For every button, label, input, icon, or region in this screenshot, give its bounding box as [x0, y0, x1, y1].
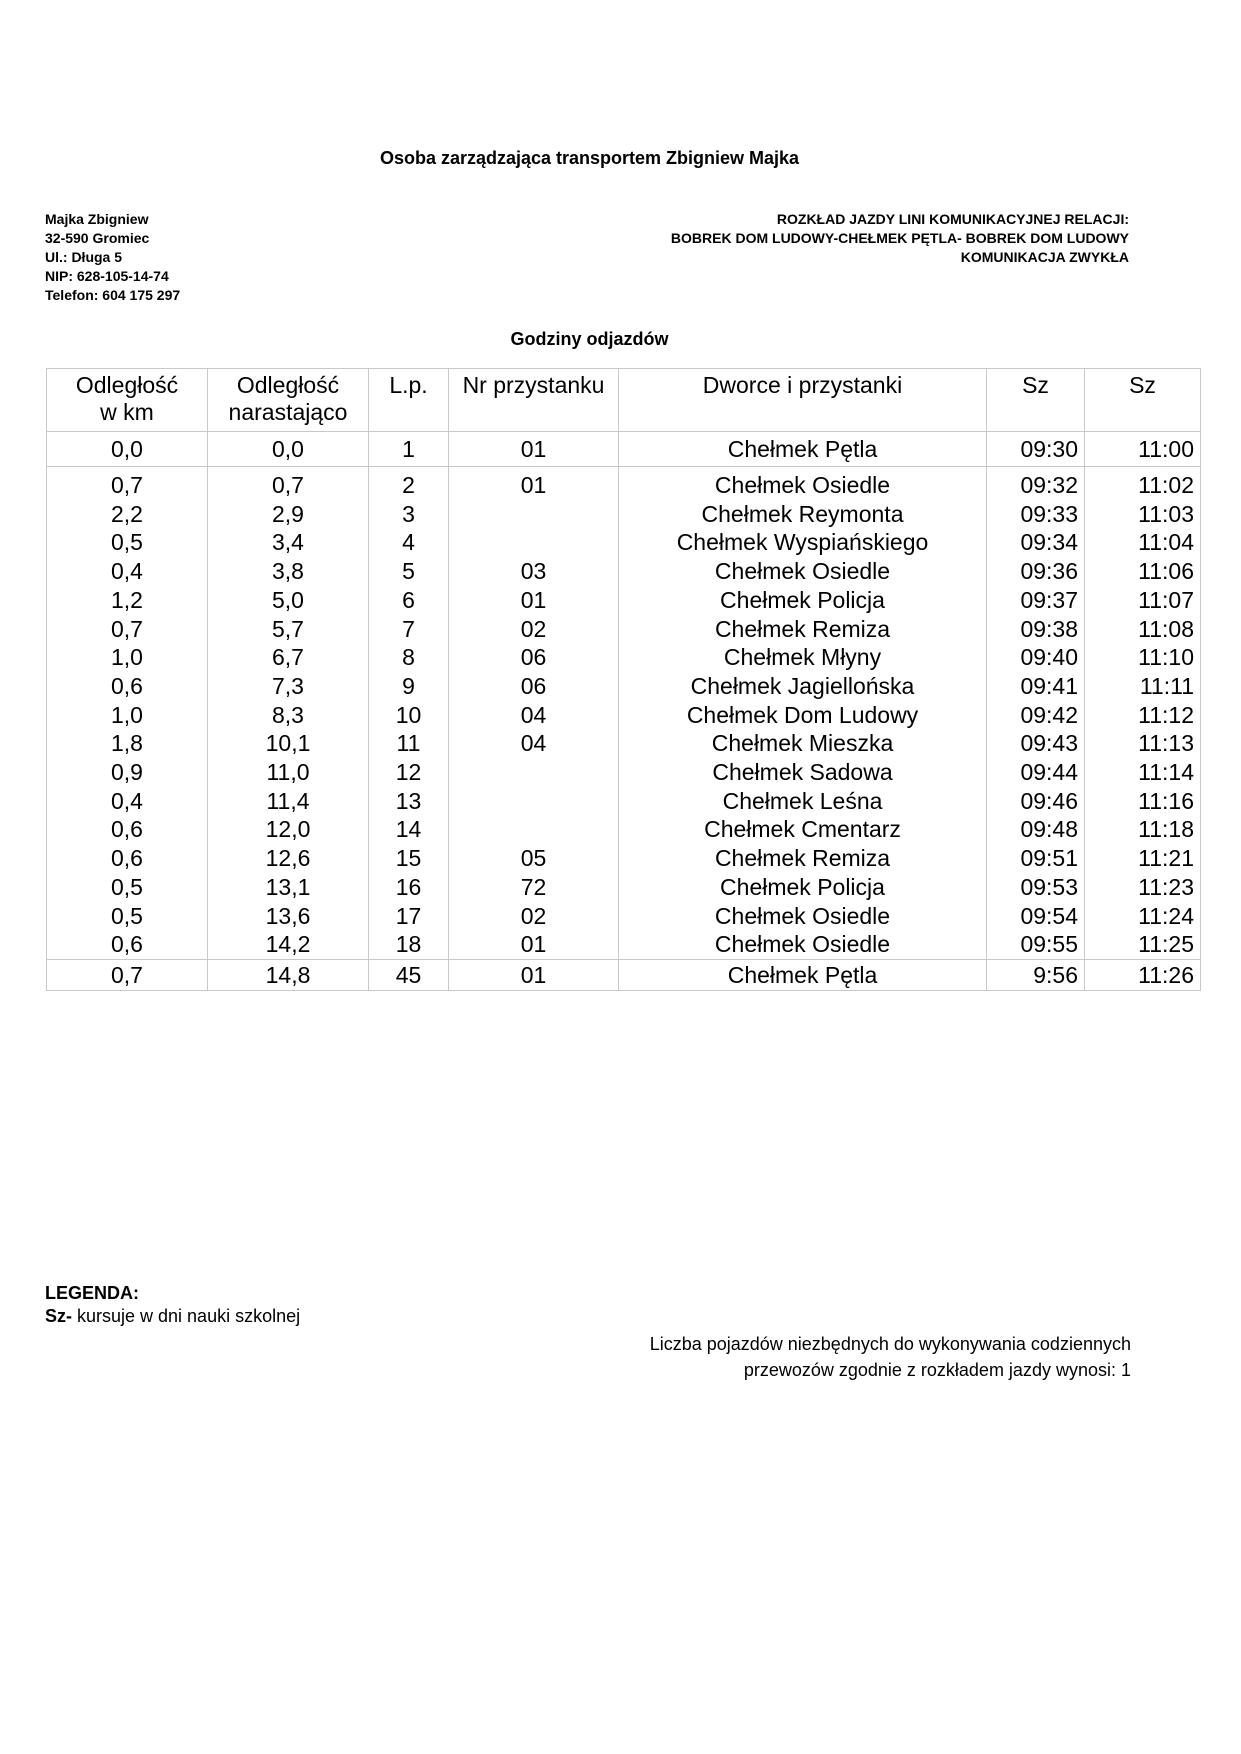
table-row — [47, 500, 1201, 529]
table-row — [47, 586, 1201, 615]
table-row — [47, 902, 1201, 931]
cell-distance: 1,0 — [47, 643, 208, 672]
cell-time-sz-2: 11:24 — [1085, 902, 1201, 931]
cell-lp: 6 — [369, 586, 449, 615]
cell-lp: 9 — [369, 672, 449, 701]
cell-stop-name: Chełmek Remiza — [619, 615, 987, 644]
cell-stop-name: Chełmek Osiedle — [619, 930, 987, 959]
cell-time-sz-2: 11:16 — [1085, 787, 1201, 816]
cell-stop-name: Chełmek Cmentarz — [619, 815, 987, 844]
cell-time-sz-1: 09:43 — [987, 729, 1085, 758]
table-row — [47, 672, 1201, 701]
table-row — [47, 643, 1201, 672]
company-nip: NIP: 628-105-14-74 — [45, 268, 169, 284]
table-row — [47, 557, 1201, 586]
cell-time-sz-1: 09:37 — [987, 586, 1085, 615]
cell-stop-name: Chełmek Policja — [619, 873, 987, 902]
header-sz-2: Sz — [1085, 369, 1201, 432]
table-row — [47, 729, 1201, 758]
section-title: Godziny odjazdów — [510, 329, 669, 349]
cell-cumulative: 3,8 — [208, 557, 369, 586]
cell-cumulative: 13,6 — [208, 902, 369, 931]
table-row — [47, 615, 1201, 644]
cell-time-sz-2: 11:14 — [1085, 758, 1201, 787]
cell-stop-number — [449, 758, 619, 787]
cell-stop-number: 02 — [449, 615, 619, 644]
cell-distance: 0,5 — [47, 873, 208, 902]
cell-distance: 0,0 — [47, 432, 208, 467]
cell-time-sz-2: 11:21 — [1085, 844, 1201, 873]
route-line-2: BOBREK DOM LUDOWY-CHEŁMEK PĘTLA- BOBREK DOM LUDOWY — [670, 230, 1129, 246]
cell-stop-name: Chełmek Osiedle — [619, 467, 987, 500]
cell-stop-name: Chełmek Leśna — [619, 787, 987, 816]
cell-stop-name: Chełmek Młyny — [619, 643, 987, 672]
header-distance: Odległość w km — [47, 369, 208, 432]
cell-stop-name: Chełmek Sadowa — [619, 758, 987, 787]
cell-time-sz-1: 09:46 — [987, 787, 1085, 816]
cell-stop-number — [449, 500, 619, 529]
company-name: Majka Zbigniew — [45, 211, 149, 227]
cell-cumulative: 3,4 — [208, 528, 369, 557]
cell-lp: 2 — [369, 467, 449, 500]
cell-stop-name: Chełmek Policja — [619, 586, 987, 615]
cell-time-sz-1: 09:38 — [987, 615, 1085, 644]
cell-time-sz-2: 11:12 — [1085, 701, 1201, 730]
cell-time-sz-2: 11:02 — [1085, 467, 1201, 500]
cell-time-sz-2: 11:03 — [1085, 500, 1201, 529]
table-row — [47, 787, 1201, 816]
company-postal: 32-590 Gromiec — [45, 230, 150, 246]
header-cumulative: Odległość narastająco — [208, 369, 369, 432]
cell-cumulative: 0,0 — [208, 432, 369, 467]
cell-distance: 0,4 — [47, 557, 208, 586]
cell-time-sz-2: 11:10 — [1085, 643, 1201, 672]
legend-entry — [45, 1306, 300, 1327]
cell-lp: 17 — [369, 902, 449, 931]
table-row — [47, 467, 1201, 500]
cell-distance: 0,4 — [47, 787, 208, 816]
table-row — [47, 815, 1201, 844]
cell-time-sz-2: 11:11 — [1085, 672, 1201, 701]
timetable — [46, 368, 1201, 991]
table-row — [47, 844, 1201, 873]
cell-distance: 0,6 — [47, 844, 208, 873]
cell-lp: 45 — [369, 959, 449, 990]
cell-stop-name: Chełmek Osiedle — [619, 557, 987, 586]
cell-stop-name: Chełmek Osiedle — [619, 902, 987, 931]
cell-time-sz-1: 09:55 — [987, 930, 1085, 959]
cell-cumulative: 11,0 — [208, 758, 369, 787]
cell-distance: 0,6 — [47, 815, 208, 844]
cell-time-sz-1: 09:36 — [987, 557, 1085, 586]
cell-distance: 0,6 — [47, 930, 208, 959]
cell-lp: 3 — [369, 500, 449, 529]
cell-time-sz-1: 9:56 — [987, 959, 1085, 990]
table-row — [47, 528, 1201, 557]
cell-lp: 11 — [369, 729, 449, 758]
cell-lp: 15 — [369, 844, 449, 873]
cell-stop-name: Chełmek Reymonta — [619, 500, 987, 529]
cell-lp: 1 — [369, 432, 449, 467]
cell-cumulative: 14,8 — [208, 959, 369, 990]
company-info — [45, 210, 180, 305]
company-phone: Telefon: 604 175 297 — [45, 287, 181, 303]
cell-stop-number: 04 — [449, 701, 619, 730]
cell-stop-name: Chełmek Dom Ludowy — [619, 701, 987, 730]
cell-distance: 0,7 — [47, 959, 208, 990]
cell-stop-number — [449, 815, 619, 844]
cell-stop-number: 01 — [449, 432, 619, 467]
table-row — [47, 432, 1201, 467]
cell-lp: 4 — [369, 528, 449, 557]
cell-distance: 0,9 — [47, 758, 208, 787]
legend-title: LEGENDA: — [45, 1283, 139, 1303]
cell-stop-number — [449, 787, 619, 816]
vehicles-note-line-1: Liczba pojazdów niezbędnych do wykonywania codziennych — [649, 1334, 1131, 1354]
vehicles-note — [650, 1331, 1131, 1383]
cell-time-sz-1: 09:51 — [987, 844, 1085, 873]
cell-distance: 1,8 — [47, 729, 208, 758]
cell-cumulative: 12,0 — [208, 815, 369, 844]
table-row — [47, 873, 1201, 902]
cell-stop-number: 01 — [449, 467, 619, 500]
cell-stop-number: 06 — [449, 672, 619, 701]
cell-time-sz-1: 09:33 — [987, 500, 1085, 529]
cell-distance: 0,5 — [47, 902, 208, 931]
cell-time-sz-1: 09:53 — [987, 873, 1085, 902]
cell-stop-name: Chełmek Pętla — [619, 959, 987, 990]
cell-stop-number: 02 — [449, 902, 619, 931]
table-row — [47, 959, 1201, 990]
legend-key: Sz- — [45, 1306, 72, 1326]
route-line-3: KOMUNIKACJA ZWYKŁA — [960, 249, 1129, 265]
table-row — [47, 758, 1201, 787]
cell-stop-number: 03 — [449, 557, 619, 586]
table-row — [47, 701, 1201, 730]
table-header-row — [47, 369, 1201, 432]
vehicles-note-line-2: przewozów zgodnie z rozkładem jazdy wynosi: 1 — [743, 1360, 1131, 1380]
cell-lp: 8 — [369, 643, 449, 672]
cell-stop-number: 04 — [449, 729, 619, 758]
cell-cumulative: 2,9 — [208, 500, 369, 529]
cell-distance: 0,6 — [47, 672, 208, 701]
cell-cumulative: 14,2 — [208, 930, 369, 959]
cell-lp: 7 — [369, 615, 449, 644]
cell-distance: 0,5 — [47, 528, 208, 557]
cell-time-sz-1: 09:44 — [987, 758, 1085, 787]
cell-time-sz-2: 11:04 — [1085, 528, 1201, 557]
cell-stop-name: Chełmek Mieszka — [619, 729, 987, 758]
header-stops: Dworce i przystanki — [619, 369, 987, 432]
cell-time-sz-2: 11:18 — [1085, 815, 1201, 844]
cell-cumulative: 7,3 — [208, 672, 369, 701]
cell-lp: 16 — [369, 873, 449, 902]
cell-cumulative: 0,7 — [208, 467, 369, 500]
cell-lp: 14 — [369, 815, 449, 844]
cell-time-sz-1: 09:34 — [987, 528, 1085, 557]
cell-stop-number: 72 — [449, 873, 619, 902]
cell-time-sz-2: 11:13 — [1085, 729, 1201, 758]
cell-time-sz-2: 11:07 — [1085, 586, 1201, 615]
cell-time-sz-2: 11:26 — [1085, 959, 1201, 990]
document-title: Osoba zarządzająca transportem Zbigniew Majka — [379, 148, 800, 168]
header-lp: L.p. — [369, 369, 449, 432]
cell-stop-name: Chełmek Pętla — [619, 432, 987, 467]
cell-stop-name: Chełmek Wyspiańskiego — [619, 528, 987, 557]
cell-cumulative: 6,7 — [208, 643, 369, 672]
cell-stop-number: 05 — [449, 844, 619, 873]
cell-cumulative: 11,4 — [208, 787, 369, 816]
company-street: Ul.: Długa 5 — [45, 249, 123, 265]
cell-time-sz-1: 09:42 — [987, 701, 1085, 730]
cell-lp: 5 — [369, 557, 449, 586]
cell-stop-name: Chełmek Remiza — [619, 844, 987, 873]
header-stop-number: Nr przystanku — [449, 369, 619, 432]
cell-time-sz-2: 11:06 — [1085, 557, 1201, 586]
cell-stop-number: 01 — [449, 930, 619, 959]
cell-stop-name: Chełmek Jagiellońska — [619, 672, 987, 701]
cell-time-sz-1: 09:41 — [987, 672, 1085, 701]
cell-time-sz-1: 09:54 — [987, 902, 1085, 931]
cell-cumulative: 5,0 — [208, 586, 369, 615]
cell-stop-number: 01 — [449, 959, 619, 990]
cell-distance: 2,2 — [47, 500, 208, 529]
timetable-body — [47, 432, 1201, 991]
cell-time-sz-1: 09:48 — [987, 815, 1085, 844]
cell-stop-number: 06 — [449, 643, 619, 672]
cell-distance: 0,7 — [47, 467, 208, 500]
cell-stop-number: 01 — [449, 586, 619, 615]
cell-time-sz-1: 09:30 — [987, 432, 1085, 467]
cell-time-sz-2: 11:23 — [1085, 873, 1201, 902]
cell-distance: 1,2 — [47, 586, 208, 615]
header-sz-1: Sz — [987, 369, 1085, 432]
cell-lp: 13 — [369, 787, 449, 816]
cell-distance: 1,0 — [47, 701, 208, 730]
cell-time-sz-2: 11:08 — [1085, 615, 1201, 644]
table-row — [47, 930, 1201, 959]
route-line-1: ROZKŁAD JAZDY LINI KOMUNIKACYJNEJ RELACJI: — [776, 211, 1129, 227]
legend-description: kursuje w dni nauki szkolnej — [72, 1306, 301, 1326]
cell-time-sz-2: 11:25 — [1085, 930, 1201, 959]
cell-cumulative: 10,1 — [208, 729, 369, 758]
cell-lp: 12 — [369, 758, 449, 787]
cell-cumulative: 8,3 — [208, 701, 369, 730]
route-info — [671, 210, 1129, 267]
cell-time-sz-1: 09:40 — [987, 643, 1085, 672]
cell-cumulative: 5,7 — [208, 615, 369, 644]
cell-lp: 18 — [369, 930, 449, 959]
cell-time-sz-1: 09:32 — [987, 467, 1085, 500]
cell-cumulative: 13,1 — [208, 873, 369, 902]
cell-stop-number — [449, 528, 619, 557]
cell-distance: 0,7 — [47, 615, 208, 644]
cell-time-sz-2: 11:00 — [1085, 432, 1201, 467]
cell-cumulative: 12,6 — [208, 844, 369, 873]
cell-lp: 10 — [369, 701, 449, 730]
